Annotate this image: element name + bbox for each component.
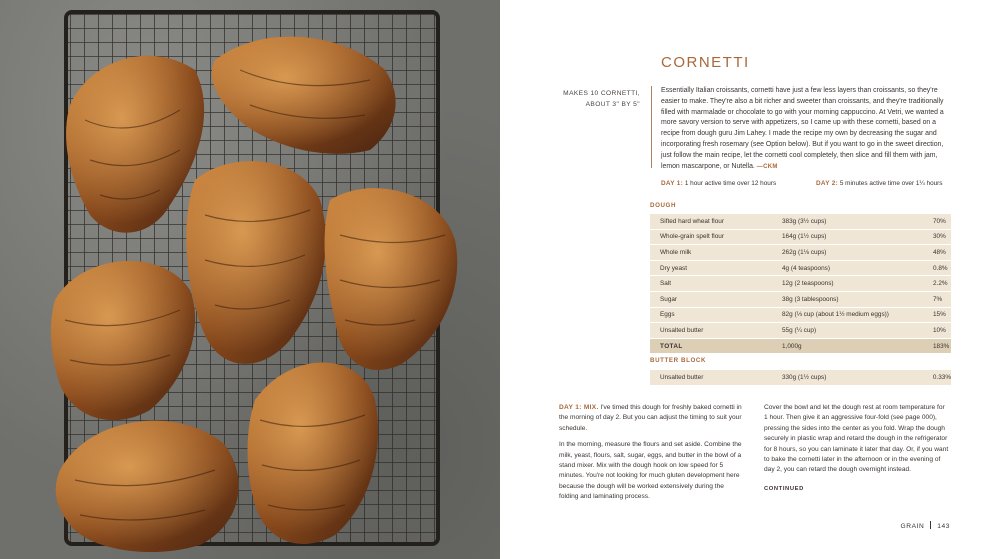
table-row: [650, 229, 951, 245]
yield-line-2: ABOUT 3" BY 5": [585, 101, 640, 108]
method-column-right: [764, 403, 950, 494]
page-folio: [901, 521, 951, 530]
recipe-title: CORNETTI: [661, 54, 750, 71]
method-paragraph: Cover the bowl and let the dough rest at room temperature for 1 hour. Then give it an aggressive four-fold (see page 000), pressing the sides into the center as you fold. Wrap the dough securely in plastic wrap and retard the dough in the refrigerator for 8 hours, so you can laminate it later that day. Or, if you want to bake the cornetti later in the afternoon or in the evening of day 2, you can retard the dough overnight instead.: [764, 404, 949, 474]
ingredient-percent: 15%: [905, 307, 951, 323]
ingredient-percent: 7%: [905, 291, 951, 307]
table-row: [650, 260, 951, 276]
butter-block-heading: BUTTER BLOCK: [650, 357, 707, 364]
ingredient-percent: 10%: [905, 323, 951, 339]
table-row: [650, 323, 951, 339]
recipe-page: [500, 0, 1000, 559]
table-row: [650, 276, 951, 292]
ingredient-amount: 164g (1½ cups): [772, 229, 905, 245]
ingredient-name: Whole milk: [650, 245, 772, 261]
table-row: [650, 214, 951, 229]
total-label: TOTAL: [650, 338, 772, 354]
day2-text: 5 minutes active time over 1¼ hours: [839, 180, 943, 187]
ingredient-name: Unsalted butter: [650, 370, 772, 385]
ingredient-name: Salt: [650, 276, 772, 292]
ingredient-name: Sifted hard wheat flour: [650, 214, 772, 229]
day1-text: 1 hour active time over 12 hours: [684, 180, 777, 187]
table-row: [650, 291, 951, 307]
ingredient-percent: 2.2%: [905, 276, 951, 292]
intro-text: Essentially Italian croissants, cornetti have just a few less layers than croissants, so they're easier to make. They're also a bit richer and sweeter than croissants, and they're traditionally filled with marmalade or chocolate to go with your morning cappuccino. At Vetri, we wanted a more savory version to serve with appetizers, so I came up with these cornetti, based on a recipe from dough guru Jim Lahey. I made the recipe my own by decreasing the sugar and incorporating fresh rosemary (see Option below). But if you want to go in the sweet direction, just follow the main recipe, let the cornetti cool completely, then slice and fill them with jam, lemon mascarpone, or Nutella.: [661, 87, 944, 170]
yield-divider: [651, 86, 652, 168]
ingredient-amount: 38g (3 tablespoons): [772, 291, 905, 307]
ingredient-name: Sugar: [650, 291, 772, 307]
ingredient-name: Eggs: [650, 307, 772, 323]
ingredient-percent: 48%: [905, 245, 951, 261]
intro-signature: —CKM: [756, 163, 778, 170]
ingredient-name: Whole-grain spelt flour: [650, 229, 772, 245]
total-amount: 1,000g: [772, 338, 905, 354]
page-number: 143: [937, 523, 950, 530]
day1-timing: [661, 180, 776, 187]
ingredient-amount: 55g (¼ cup): [772, 323, 905, 339]
ingredient-name: Unsalted butter: [650, 323, 772, 339]
mix-step-label: DAY 1: MIX.: [559, 404, 599, 411]
continued-label: CONTINUED: [764, 485, 804, 492]
ingredient-name: Dry yeast: [650, 260, 772, 276]
folio-section: GRAIN: [900, 523, 925, 530]
recipe-yield: [520, 88, 640, 110]
day2-timing: [816, 180, 943, 187]
table-row: [650, 245, 951, 261]
ingredient-percent: 30%: [905, 229, 951, 245]
mix-step-text: I've timed this dough for freshly baked cornetti in the morning of day 2. But you can adjust the timing to suit your schedule.: [559, 404, 742, 432]
dough-table: [650, 214, 951, 354]
ingredient-amount: 4g (4 teaspoons): [772, 260, 905, 276]
method-column-left: [559, 403, 745, 509]
folio-divider: [930, 521, 931, 529]
ingredient-amount: 383g (3½ cups): [772, 214, 905, 229]
ingredient-amount: 82g (⅓ cup (about 1½ medium eggs)): [772, 307, 905, 323]
total-row: [650, 338, 951, 354]
ingredient-percent: 70%: [905, 214, 951, 229]
ingredient-amount: 12g (2 teaspoons): [772, 276, 905, 292]
ingredient-percent: 0.8%: [905, 260, 951, 276]
yield-line-1: MAKES 10 CORNETTI,: [563, 90, 640, 97]
ingredient-amount: 262g (1⅛ cups): [772, 245, 905, 261]
total-percent: 183%: [905, 338, 951, 354]
method-paragraph: In the morning, measure the flours and set aside. Combine the milk, yeast, flours, salt, sugar, eggs, and butter in the bowl of a stand mixer. Mix with the dough hook on low speed for 5 minutes. You're not looking for much gluten development here because the dough will be worked extensively during the folding and laminating process.: [559, 441, 742, 501]
method-paragraph: [559, 403, 745, 434]
day2-label: DAY 2:: [816, 180, 839, 187]
table-row: [650, 307, 951, 323]
day1-label: DAY 1:: [661, 180, 684, 187]
ingredient-percent: 0.33%: [905, 370, 951, 385]
table-row: [650, 370, 951, 385]
recipe-intro: [661, 86, 951, 172]
ingredient-amount: 330g (1½ cups): [772, 370, 905, 385]
butter-block-table: [650, 370, 951, 386]
dough-heading: DOUGH: [650, 202, 677, 209]
